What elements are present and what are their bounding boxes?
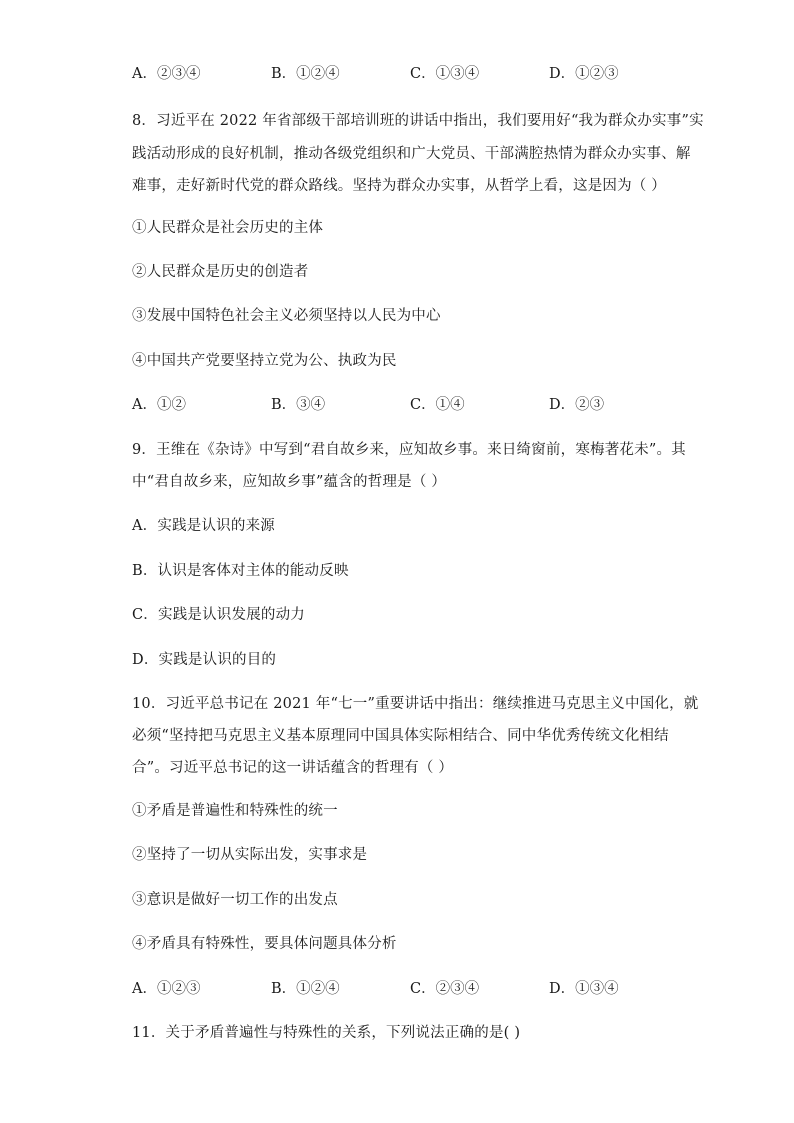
q10-stem-line-3: 合”。习近平总书记的这一讲话蕴含的哲理有（ ） — [132, 760, 454, 776]
q10-item-2: ②坚持了一切从实际出发，实事求是 — [132, 847, 368, 863]
q7-options-row — [132, 64, 692, 84]
q10-item-1: ①矛盾是普遍性和特殊性的统一 — [132, 803, 338, 819]
q9-choice-a[interactable]: A．实践是认识的来源 — [132, 518, 275, 534]
q10-option-a[interactable]: A．①②③ — [132, 981, 201, 997]
q8-options-row — [132, 395, 692, 415]
q9-choice-c[interactable]: C．实践是认识发展的动力 — [132, 607, 305, 623]
q9-stem-line-2: 中“君自故乡来，应知故乡事”蕴含的哲理是（ ） — [132, 474, 447, 490]
q8-option-a[interactable]: A．①② — [132, 397, 186, 413]
q8-stem-line-3: 难事，走好新时代党的群众路线。坚持为群众办实事，从哲学上看，这是因为（ ） — [132, 178, 667, 194]
q8-option-d[interactable]: D．②③ — [549, 397, 605, 413]
q7-option-d[interactable]: D．①②③ — [549, 66, 619, 82]
q8-option-b[interactable]: B．③④ — [271, 397, 326, 413]
q8-item-1: ①人民群众是社会历史的主体 — [132, 220, 324, 236]
q10-stem-line-2: 必须“坚持把马克思主义基本原理同中国具体实际相结合、同中华优秀传统文化相结 — [132, 728, 669, 744]
q8-item-4: ④中国共产党要坚持立党为公、执政为民 — [132, 353, 397, 369]
q8-stem-line-1: 8．习近平在 2022 年省部级干部培训班的讲话中指出，我们要用好“我为群众办实事”实 — [132, 113, 704, 129]
q7-option-b[interactable]: B．①②④ — [271, 66, 340, 82]
q8-option-c[interactable]: C．①④ — [410, 397, 465, 413]
q10-option-d[interactable]: D．①③④ — [549, 981, 619, 997]
q9-choice-b[interactable]: B．认识是客体对主体的能动反映 — [132, 563, 349, 579]
q9-choice-d[interactable]: D．实践是认识的目的 — [132, 652, 277, 668]
q10-item-4: ④矛盾具有特殊性，要具体问题具体分析 — [132, 936, 397, 952]
q10-option-c[interactable]: C．②③④ — [410, 981, 480, 997]
q10-stem-line-1: 10．习近平总书记在 2021 年“七一”重要讲话中指出：继续推进马克思主义中国化，就 — [132, 696, 699, 712]
q10-option-b[interactable]: B．①②④ — [271, 981, 340, 997]
q7-option-c[interactable]: C．①③④ — [410, 66, 480, 82]
q9-stem-line-1: 9．王维在《杂诗》中写到“君自故乡来，应知故乡事。来日绮窗前，寒梅著花未”。其 — [132, 442, 686, 458]
q7-option-a[interactable]: A．②③④ — [132, 66, 201, 82]
q10-options-row — [132, 979, 692, 999]
q8-item-3: ③发展中国特色社会主义必须坚持以人民为中心 — [132, 308, 441, 324]
q10-item-3: ③意识是做好一切工作的出发点 — [132, 892, 338, 908]
q8-item-2: ②人民群众是历史的创造者 — [132, 264, 309, 280]
q8-stem-line-2: 践活动形成的良好机制，推动各级党组织和广大党员、干部满腔热情为群众办实事、解 — [132, 146, 691, 162]
q11-stem-line-1: 11．关于矛盾普遍性与特殊性的关系，下列说法正确的是( ) — [132, 1025, 521, 1041]
